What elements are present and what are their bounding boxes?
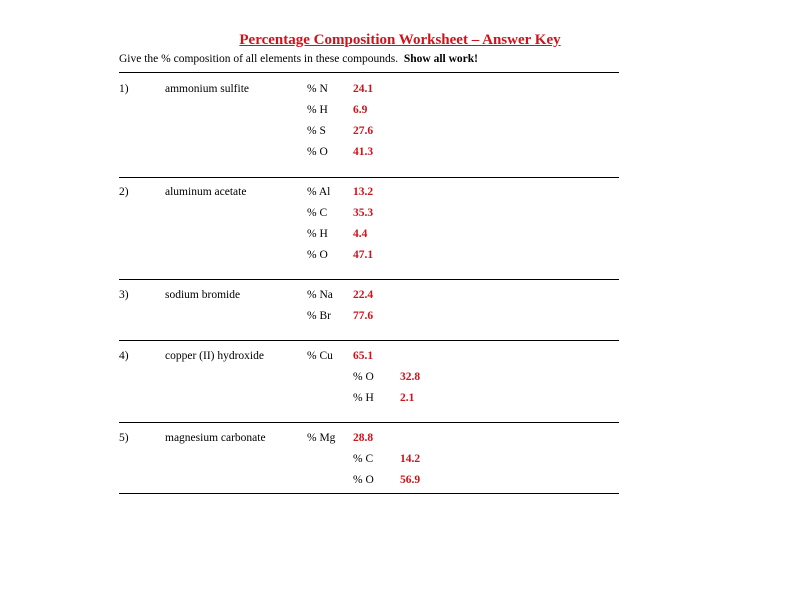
problem-3-answer: 77.6 xyxy=(353,310,374,322)
problem-3-element-label: % Br xyxy=(307,310,331,322)
problem-2-element-label: % C xyxy=(307,207,328,219)
problem-2-number: 2) xyxy=(119,186,129,198)
problem-1-element-label: % H xyxy=(307,104,328,116)
problem-4-number: 4) xyxy=(119,350,129,362)
divider xyxy=(119,340,619,341)
problem-2-answer: 47.1 xyxy=(353,249,374,261)
instructions xyxy=(119,53,478,65)
problem-1-element-label: % O xyxy=(307,146,328,158)
problem-1-compound: ammonium sulfite xyxy=(165,83,250,95)
problem-5-compound: magnesium carbonate xyxy=(165,432,266,444)
problem-4-element-label: % O xyxy=(353,371,374,383)
divider xyxy=(119,72,619,73)
problem-5-answer: 14.2 xyxy=(400,453,421,465)
problem-5-answer: 56.9 xyxy=(400,474,421,486)
problem-4-answer: 32.8 xyxy=(400,371,421,383)
problem-3-answer: 22.4 xyxy=(353,289,374,301)
problem-5-answer: 28.8 xyxy=(353,432,374,444)
instructions-emphasis: Show all work! xyxy=(403,53,479,65)
problem-4-answer: 2.1 xyxy=(400,392,415,404)
problem-2-answer: 4.4 xyxy=(353,228,368,240)
problem-5-number: 5) xyxy=(119,432,129,444)
problem-3-compound: sodium bromide xyxy=(165,289,241,301)
problem-5-element-label: % O xyxy=(353,474,374,486)
problem-2-compound: aluminum acetate xyxy=(165,186,247,198)
problem-2-element-label: % Al xyxy=(307,186,331,198)
problem-2-element-label: % H xyxy=(307,228,328,240)
problem-1-answer: 6.9 xyxy=(353,104,368,116)
problem-5-element-label: % Mg xyxy=(307,432,336,444)
divider xyxy=(119,422,619,423)
problem-1-number: 1) xyxy=(119,83,129,95)
problem-2-element-label: % O xyxy=(307,249,328,261)
problem-1-answer: 27.6 xyxy=(353,125,374,137)
problem-4-answer: 65.1 xyxy=(353,350,374,362)
problem-3-number: 3) xyxy=(119,289,129,301)
problem-1-element-label: % S xyxy=(307,125,326,137)
problem-3-element-label: % Na xyxy=(307,289,333,301)
problem-5-element-label: % C xyxy=(353,453,374,465)
problem-4-element-label: % H xyxy=(353,392,374,404)
divider xyxy=(119,279,619,280)
problem-1-answer: 41.3 xyxy=(353,146,374,158)
problem-4-compound: copper (II) hydroxide xyxy=(165,350,264,362)
problem-1-answer: 24.1 xyxy=(353,83,374,95)
instructions-text: Give the % composition of all elements in these compounds. xyxy=(119,53,399,65)
problem-2-answer: 13.2 xyxy=(353,186,374,198)
divider xyxy=(119,177,619,178)
divider xyxy=(119,493,619,494)
problem-4-element-label: % Cu xyxy=(307,350,333,362)
worksheet-title: Percentage Composition Worksheet – Answer Key xyxy=(239,32,561,48)
problem-1-element-label: % N xyxy=(307,83,328,95)
problem-2-answer: 35.3 xyxy=(353,207,374,219)
